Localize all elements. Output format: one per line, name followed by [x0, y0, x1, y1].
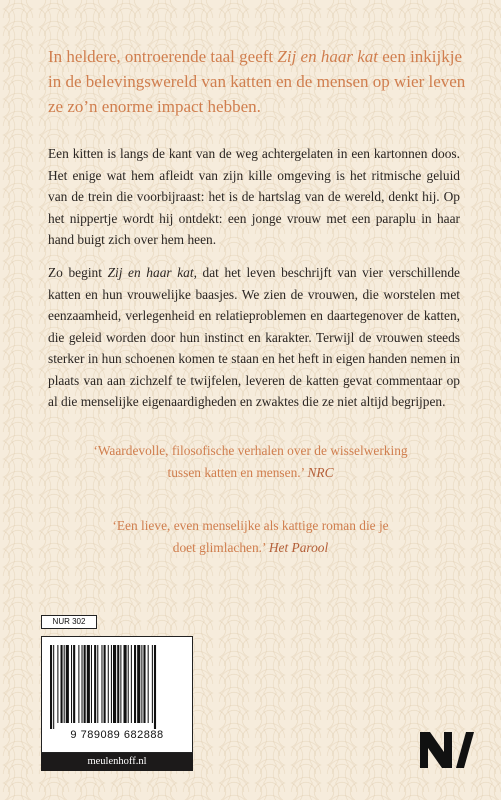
meulenhoff-logo-icon: [418, 728, 478, 770]
publisher-url: meulenhoff.nl: [41, 753, 193, 771]
review-quote-parool: [0, 515, 501, 558]
barcode-bar: [97, 645, 98, 723]
barcode-bar: [101, 645, 102, 723]
barcode-bar: [154, 645, 156, 729]
barcode-bar: [66, 645, 69, 723]
barcode-bar: [91, 645, 92, 723]
synopsis-book-title: Zij en haar kat: [107, 265, 194, 280]
barcode-bar: [78, 645, 79, 723]
barcode-bar: [57, 645, 58, 723]
quote-line: ‘Een lieve, even menselijke als kattige roman die je: [112, 518, 389, 533]
barcode-bars: [48, 645, 188, 729]
intro-text-2: een inkijkje in de belevingswereld van katten en de mensen op wier leven ze zo’n enorme impact hebben.: [48, 47, 466, 116]
barcode-bar: [50, 645, 52, 729]
quote-line: doet glimlachen.’: [172, 539, 266, 555]
barcode-bar: [64, 645, 65, 723]
barcode-bar: [104, 645, 106, 723]
barcode-bar: [152, 645, 153, 723]
barcode-bar: [53, 645, 54, 729]
quote-source: Het Parool: [268, 539, 329, 555]
intro-book-title: Zij en haar kat: [277, 47, 378, 66]
barcode-bar: [84, 645, 86, 723]
barcode-bar: [108, 645, 109, 723]
barcode-bar: [94, 645, 96, 723]
quote-source: NRC: [307, 464, 334, 480]
barcode-bar: [113, 645, 116, 723]
barcode-bar: [61, 645, 63, 723]
barcode-bar: [143, 645, 145, 723]
barcode: [41, 636, 193, 753]
barcode-bar: [128, 645, 129, 723]
quote-line: ‘Waardevolle, filosofische verhalen over de wisselwerking: [93, 443, 408, 458]
barcode-bar: [71, 645, 72, 723]
barcode-bar: [73, 645, 75, 723]
barcode-bar: [82, 645, 83, 723]
barcode-bar: [137, 645, 140, 723]
barcode-bar: [111, 645, 112, 723]
barcode-bar: [87, 645, 90, 723]
synopsis-text-2: , dat het leven beschrijft van vier verschillende katten en hun vrouwelijke baasjes. We zien de vrouwen, die worstelen met eenzaamheid, verlegenheid en relatieproblemen en daartegenover de katten, die geleid worden door hun instinct en karakter. Terwijl de vrouwen steeds sterker in hun schoenen komen te staan en het heft in eigen handen nemen in plaats van aan zichzelf te twijfelen, leveren de katten gevat commentaar op al die menselijke eigenaardigheden en zwaktes die ze niet altijd begrijpen.: [48, 265, 460, 409]
barcode-bar: [117, 645, 119, 723]
nur-code-label: NUR 302: [41, 615, 97, 629]
barcode-bar: [148, 645, 149, 723]
barcode-bar: [131, 645, 132, 723]
review-quote-nrc: [0, 440, 501, 483]
synopsis-text-1: Zo begint: [48, 265, 108, 280]
barcode-bar: [124, 645, 127, 723]
barcode-bar: [134, 645, 136, 723]
barcode-bar: [141, 645, 142, 723]
isbn-number: 9 789089 682888: [70, 729, 164, 741]
intro-text-1: In heldere, ontroerende taal geeft: [48, 47, 278, 66]
synopsis-paragraph-1: Een kitten is langs de kant van de weg achtergelaten in een kartonnen doos. Het enige wat hem afleidt van zijn kille omgeving is het ritmische geluid van de trein die voorbijraast: het is de hartslag van de wereld, denkt hij. Op het nippertje wordt hij ontdekt: een jonge vrouw met een paraplu in haar hand buigt zich over hem heen.: [48, 146, 460, 247]
synopsis-paragraph-2: [48, 262, 460, 413]
intro-blurb: [48, 44, 468, 119]
barcode-bar: [120, 645, 121, 723]
quote-line: tussen katten en mensen.’: [167, 464, 305, 480]
